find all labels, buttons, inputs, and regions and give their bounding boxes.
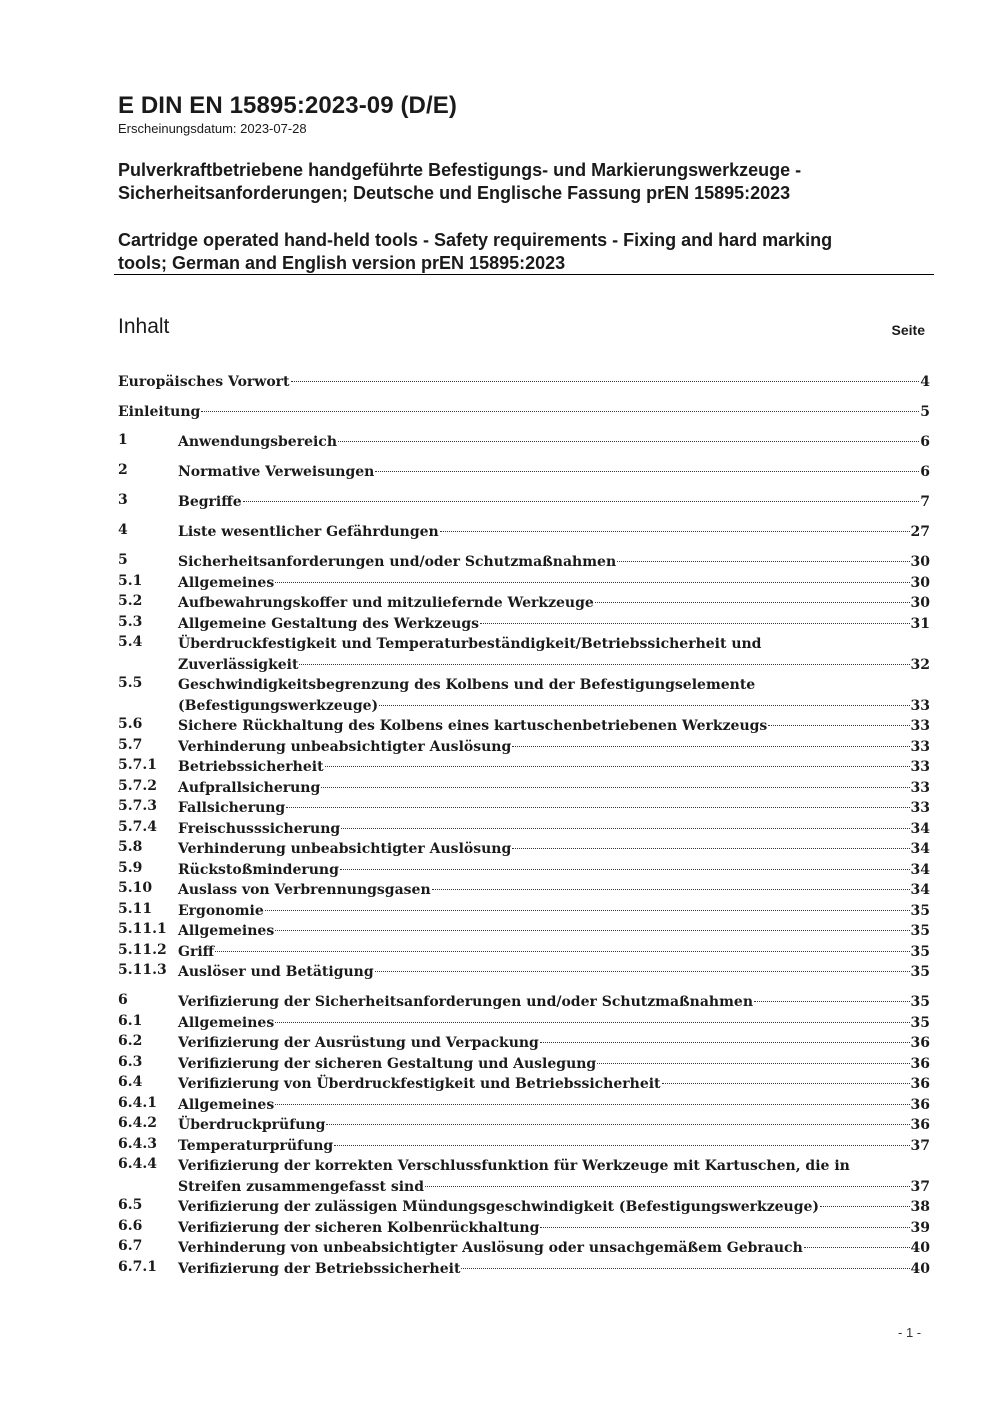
toc-entry-title: Überdruckprüfung — [178, 1117, 326, 1133]
contents-heading: Inhalt — [118, 315, 170, 338]
toc-entry[interactable] — [118, 1013, 930, 1034]
toc-entry-title: Allgemeines — [178, 574, 275, 591]
toc-entry-number: 5.4 — [118, 634, 143, 650]
toc-entry-title: (Befestigungswerkzeuge) — [178, 697, 379, 714]
toc-entry[interactable] — [118, 1033, 930, 1054]
toc-dot-leader — [275, 930, 909, 931]
toc-entry-page: 4 — [920, 374, 930, 390]
toc-entry-page: 33 — [910, 800, 930, 816]
toc-entry[interactable] — [118, 593, 930, 614]
toc-entry-page: 33 — [910, 759, 930, 775]
toc-entry[interactable] — [118, 402, 930, 423]
toc-entry[interactable] — [118, 675, 930, 716]
page-column-label: Seite — [891, 322, 925, 338]
toc-entry[interactable] — [118, 860, 930, 881]
page-number: - 1 - — [898, 1325, 922, 1340]
toc-entry-number: 5.3 — [118, 613, 143, 630]
toc-entry-number: 5 — [118, 552, 128, 568]
toc-entry[interactable] — [118, 462, 930, 483]
title-english-line-1: Cartridge operated hand-held tools - Safety requirements - Fixing and hard marking — [118, 230, 833, 250]
toc-dot-leader — [341, 828, 909, 829]
toc-entry[interactable] — [118, 737, 930, 758]
toc-entry-page: 27 — [910, 524, 930, 540]
toc-dot-leader — [340, 869, 910, 870]
toc-entry[interactable] — [118, 880, 930, 901]
toc-dot-leader — [291, 381, 920, 382]
toc-entry-title: Verhinderung unbeabsichtigter Auslösung — [178, 841, 512, 857]
toc-dot-leader — [275, 1022, 909, 1023]
title-english — [118, 229, 934, 275]
toc-entry-number: 5.11 — [118, 900, 153, 917]
toc-entry-number: 2 — [118, 462, 128, 478]
toc-dot-leader — [512, 746, 909, 747]
toc-entry-title: Allgemeines — [178, 1014, 275, 1031]
toc-dot-leader — [321, 787, 909, 788]
toc-entry-title: Begriffe — [178, 494, 242, 510]
toc-entry-page: 33 — [910, 779, 930, 796]
toc-entry-number: 5.7.4 — [118, 818, 157, 835]
toc-entry-page: 33 — [910, 718, 930, 734]
toc-entry-title: Normative Verweisungen — [178, 464, 375, 480]
toc-dot-leader — [325, 766, 910, 767]
toc-entry-number: 6.4.4 — [118, 1156, 157, 1172]
toc-entry-number: 5.9 — [118, 859, 143, 876]
toc-entry-title: Sicherheitsanforderungen und/oder Schutzmaßnahmen — [178, 554, 617, 570]
toc-entry-number: 4 — [118, 522, 128, 538]
toc-entry-page: 36 — [910, 1117, 930, 1133]
toc-entry-page: 7 — [920, 494, 930, 510]
toc-entry-number: 3 — [118, 492, 128, 508]
toc-entry-number: 5.1 — [118, 572, 143, 589]
toc-entry[interactable] — [118, 778, 930, 799]
toc-entry-title: Ergonomie — [178, 902, 264, 919]
toc-entry-title: Verifizierung der Ausrüstung und Verpackung — [178, 1035, 539, 1051]
toc-entry-title: Streifen zusammengefasst sind — [178, 1178, 425, 1195]
toc-entry[interactable] — [118, 522, 930, 543]
toc-entry-number: 5.6 — [118, 716, 143, 732]
toc-dot-leader — [768, 725, 909, 726]
toc-entry-number: 6.1 — [118, 1012, 143, 1029]
toc-entry-title: Freischusssicherung — [178, 820, 341, 837]
toc-dot-leader — [804, 1247, 910, 1248]
toc-entry-title: Verifizierung der Betriebssicherheit — [178, 1260, 461, 1277]
toc-entry-page: 34 — [910, 820, 930, 837]
toc-entry-title: Auslöser und Betätigung — [178, 964, 374, 980]
title-english-line-2: tools; German and English version prEN 15895:2023 — [118, 253, 566, 273]
toc-entry-page: 34 — [910, 841, 930, 857]
toc-entry-number: 5.11.1 — [118, 921, 167, 937]
toc-entry-number: 5.7.2 — [118, 777, 157, 794]
toc-entry-number: 5.7.3 — [118, 798, 157, 814]
toc-entry-number: 5.10 — [118, 880, 153, 896]
toc-entry-page: 30 — [910, 554, 930, 570]
header-divider — [114, 274, 934, 275]
toc-entry-title: Allgemeines — [178, 1096, 275, 1113]
toc-entry[interactable] — [118, 1238, 930, 1259]
toc-entry-title: Verifizierung der sicheren Gestaltung und Auslegung — [178, 1055, 597, 1072]
toc-entry[interactable] — [118, 1136, 930, 1157]
toc-dot-leader — [299, 664, 909, 665]
toc-dot-leader — [334, 1145, 909, 1146]
toc-entry[interactable] — [118, 1156, 930, 1197]
toc-entry-title-line: Geschwindigkeitsbegrenzung des Kolbens und der Befestigungselemente — [178, 677, 756, 693]
toc-entry-page: 37 — [910, 1178, 930, 1195]
toc-dot-leader — [379, 705, 909, 706]
toc-entry-number: 6.4.1 — [118, 1094, 157, 1111]
toc-dot-leader — [265, 910, 910, 911]
toc-entry-title: Anwendungsbereich — [178, 434, 337, 450]
toc-entry-page: 35 — [910, 964, 930, 980]
toc-dot-leader — [820, 1206, 909, 1207]
toc-entry[interactable] — [118, 492, 930, 513]
toc-dot-leader — [595, 602, 910, 603]
toc-entry-page: 39 — [910, 1219, 930, 1236]
toc-entry-number: 5.8 — [118, 839, 143, 855]
toc-entry-page: 34 — [910, 882, 930, 898]
toc-entry[interactable] — [118, 1197, 930, 1218]
toc-entry[interactable] — [118, 757, 930, 778]
toc-entry-page: 36 — [910, 1076, 930, 1092]
toc-entry-page: 36 — [910, 1096, 930, 1113]
toc-entry-number: 5.7.1 — [118, 757, 157, 773]
toc-dot-leader — [215, 951, 909, 952]
toc-entry-number: 6.6 — [118, 1217, 143, 1234]
toc-entry-page: 6 — [920, 434, 930, 450]
title-german-line-1: Pulverkraftbetriebene handgeführte Befestigungs- und Markierungswerkzeuge - — [118, 160, 802, 180]
toc-entry[interactable] — [118, 372, 930, 393]
title-german — [118, 159, 934, 205]
toc-entry-number: 5.7 — [118, 736, 143, 753]
toc-entry-title: Aufbewahrungskoffer und mitzuliefernde Werkzeuge — [178, 595, 594, 611]
toc-entry-title: Verifizierung der Sicherheitsanforderungen und/oder Schutzmaßnahmen — [178, 994, 754, 1010]
toc-entry-page: 40 — [910, 1260, 930, 1277]
toc-entry[interactable] — [118, 901, 930, 922]
toc-dot-leader — [480, 623, 910, 624]
toc-dot-leader — [286, 807, 909, 808]
toc-entry-number: 6.4 — [118, 1074, 143, 1090]
toc-entry[interactable] — [118, 1074, 930, 1095]
toc-dot-leader — [662, 1083, 910, 1084]
toc-entry-title-line: Verifizierung der korrekten Verschlussfunktion für Werkzeuge mit Kartuschen, die in — [178, 1158, 850, 1174]
toc-dot-leader — [617, 561, 909, 562]
toc-entry-page: 35 — [910, 994, 930, 1010]
toc-entry-title: Verhinderung von unbeabsichtigter Auslösung oder unsachgemäßem Gebrauch — [178, 1240, 803, 1256]
toc-entry-title: Verifizierung der sicheren Kolbenrückhaltung — [178, 1219, 540, 1236]
toc-dot-leader — [425, 1186, 909, 1187]
toc-entry-page: 30 — [910, 595, 930, 611]
toc-entry-title: Zuverlässigkeit — [178, 656, 299, 673]
toc-entry-title: Temperaturprüfung — [178, 1137, 334, 1154]
toc-dot-leader — [461, 1268, 909, 1269]
toc-dot-leader — [440, 531, 910, 532]
toc-entry-page: 30 — [910, 574, 930, 591]
toc-entry-page: 5 — [920, 404, 930, 420]
title-german-line-2: Sicherheitsanforderungen; Deutsche und Englische Fassung prEN 15895:2023 — [118, 183, 791, 203]
publication-date: Erscheinungsdatum: 2023-07-28 — [118, 121, 307, 136]
toc-entry[interactable] — [118, 716, 930, 737]
toc-entry-title: Auslass von Verbrennungsgasen — [178, 882, 431, 898]
toc-entry-number: 6.7.1 — [118, 1258, 157, 1275]
toc-entry-page: 36 — [910, 1035, 930, 1051]
toc-dot-leader — [754, 1001, 910, 1002]
toc-entry-page: 40 — [910, 1240, 930, 1256]
toc-entry-page: 31 — [910, 615, 930, 632]
toc-entry[interactable] — [118, 1095, 930, 1116]
toc-dot-leader — [375, 471, 919, 472]
toc-entry-page: 37 — [910, 1137, 930, 1154]
toc-entry[interactable] — [118, 992, 930, 1013]
toc-entry-title: Griff — [178, 943, 215, 960]
toc-dot-leader — [326, 1124, 909, 1125]
toc-entry-page: 35 — [910, 1014, 930, 1031]
toc-entry-page: 35 — [910, 943, 930, 960]
toc-entry[interactable] — [118, 839, 930, 860]
toc-entry-page: 36 — [910, 1055, 930, 1072]
toc-dot-leader — [512, 848, 909, 849]
toc-entry-title: Allgemeine Gestaltung des Werkzeugs — [178, 615, 480, 632]
toc-entry-page: 33 — [910, 697, 930, 714]
toc-entry[interactable] — [118, 634, 930, 675]
toc-entry-number: 6.2 — [118, 1033, 143, 1049]
toc-entry-title: Aufprallsicherung — [178, 779, 321, 796]
toc-entry-page: 35 — [910, 923, 930, 939]
toc-entry-number: 5.2 — [118, 593, 143, 609]
toc-entry-title: Verifizierung von Überdruckfestigkeit und Betriebssicherheit — [178, 1076, 661, 1092]
toc-entry-number: 5.11.2 — [118, 941, 167, 958]
toc-entry-number: 6.4.3 — [118, 1135, 157, 1152]
toc-entry[interactable] — [118, 1259, 930, 1280]
toc-entry-title-line: Überdruckfestigkeit und Temperaturbeständigkeit/Betriebssicherheit und — [178, 636, 762, 652]
toc-entry-page: 34 — [910, 861, 930, 878]
toc-dot-leader — [540, 1227, 909, 1228]
toc-entry[interactable] — [118, 962, 930, 983]
toc-entry[interactable] — [118, 1218, 930, 1239]
toc-entry-number: 6 — [118, 992, 128, 1008]
toc-entry-title: Betriebssicherheit — [178, 759, 324, 775]
toc-entry[interactable] — [118, 1115, 930, 1136]
toc-entry[interactable] — [118, 432, 930, 453]
toc-entry-number: 1 — [118, 432, 128, 448]
table-of-contents — [118, 372, 930, 1279]
toc-entry[interactable] — [118, 1054, 930, 1075]
toc-entry-page: 32 — [910, 656, 930, 673]
toc-entry-number: 6.5 — [118, 1197, 143, 1213]
toc-entry-number: 6.3 — [118, 1053, 143, 1070]
toc-entry-page: 38 — [910, 1199, 930, 1215]
toc-entry-title: Sichere Rückhaltung des Kolbens eines kartuschenbetriebenen Werkzeugs — [178, 718, 768, 734]
toc-entry-title: Verhinderung unbeabsichtigter Auslösung — [178, 738, 512, 755]
toc-entry-title: Rückstoßminderung — [178, 861, 339, 878]
toc-entry-title: Fallsicherung — [178, 800, 286, 816]
document-id: E DIN EN 15895:2023-09 (D/E) — [118, 92, 457, 119]
toc-entry-title: Verifizierung der zulässigen Mündungsgeschwindigkeit (Befestigungswerkzeuge) — [178, 1199, 820, 1215]
toc-entry-title: Allgemeines — [178, 923, 275, 939]
toc-entry-number: 5.5 — [118, 675, 143, 691]
toc-entry[interactable] — [118, 614, 930, 635]
toc-dot-leader — [375, 971, 910, 972]
toc-entry-page: 35 — [910, 902, 930, 919]
toc-entry-page: 33 — [910, 738, 930, 755]
toc-entry-page: 6 — [920, 464, 930, 480]
toc-dot-leader — [275, 582, 909, 583]
toc-dot-leader — [338, 441, 919, 442]
toc-dot-leader — [540, 1042, 910, 1043]
toc-entry[interactable] — [118, 819, 930, 840]
toc-entry-title: Europäisches Vorwort — [118, 374, 290, 390]
toc-dot-leader — [597, 1063, 909, 1064]
toc-entry[interactable] — [118, 942, 930, 963]
toc-entry-number: 6.7 — [118, 1238, 143, 1254]
toc-entry[interactable] — [118, 921, 930, 942]
toc-entry-number: 6.4.2 — [118, 1115, 157, 1131]
toc-entry-title: Einleitung — [118, 404, 201, 420]
toc-dot-leader — [432, 889, 910, 890]
toc-entry[interactable] — [118, 552, 930, 573]
toc-dot-leader — [201, 411, 919, 412]
toc-entry[interactable] — [118, 798, 930, 819]
toc-entry-title: Liste wesentlicher Gefährdungen — [178, 524, 439, 540]
toc-entry-number: 5.11.3 — [118, 962, 167, 978]
toc-dot-leader — [275, 1104, 909, 1105]
toc-dot-leader — [243, 501, 920, 502]
toc-entry[interactable] — [118, 573, 930, 594]
